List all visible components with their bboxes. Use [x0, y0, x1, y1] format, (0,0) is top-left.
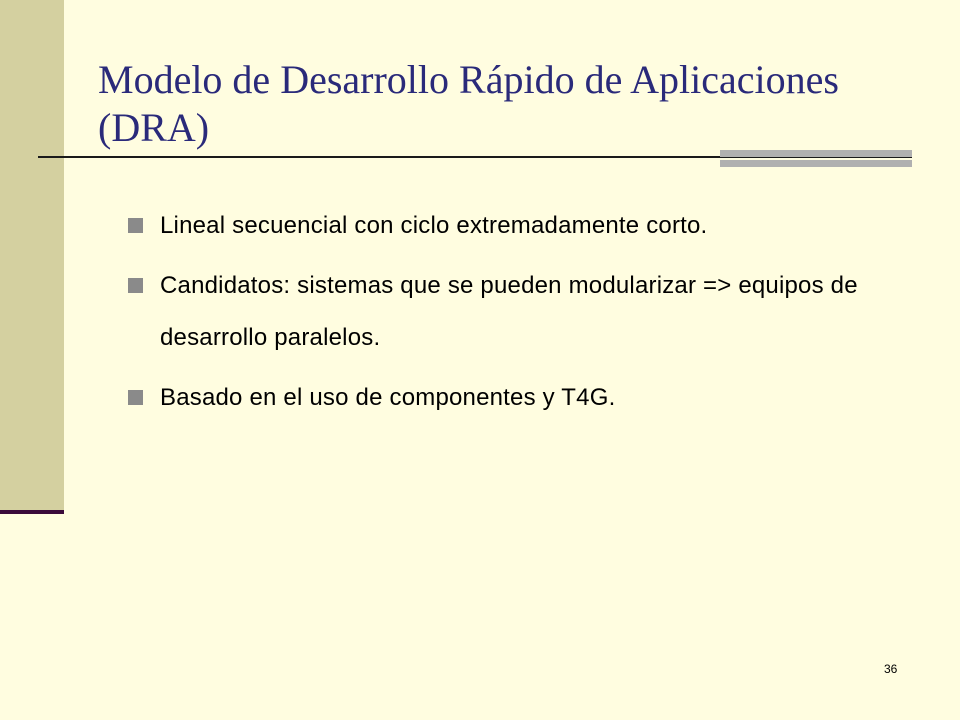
bullet-text: Basado en el uso de componentes y T4G.: [160, 384, 616, 411]
bullet-item: [128, 260, 888, 364]
bullet-text: Candidatos: sistemas que se pueden modularizar => equipos de desarrollo paralelos.: [160, 272, 858, 351]
square-bullet-icon: [128, 278, 143, 293]
bullet-text: Lineal secuencial con ciclo extremadamente corto.: [160, 212, 708, 239]
square-bullet-icon: [128, 218, 143, 233]
side-decoration-bar: [0, 0, 64, 512]
bullet-list: [128, 200, 888, 432]
page-number: 36: [884, 662, 898, 676]
side-decoration-bar-footer: [0, 510, 64, 514]
square-bullet-icon: [128, 390, 143, 405]
title-underline-accent-lower: [720, 160, 912, 167]
bullet-item: [128, 372, 888, 424]
bullet-item: [128, 200, 888, 252]
slide-title: Modelo de Desarrollo Rápido de Aplicaciones (DRA): [98, 57, 839, 150]
title-underline-accent: [720, 150, 912, 157]
